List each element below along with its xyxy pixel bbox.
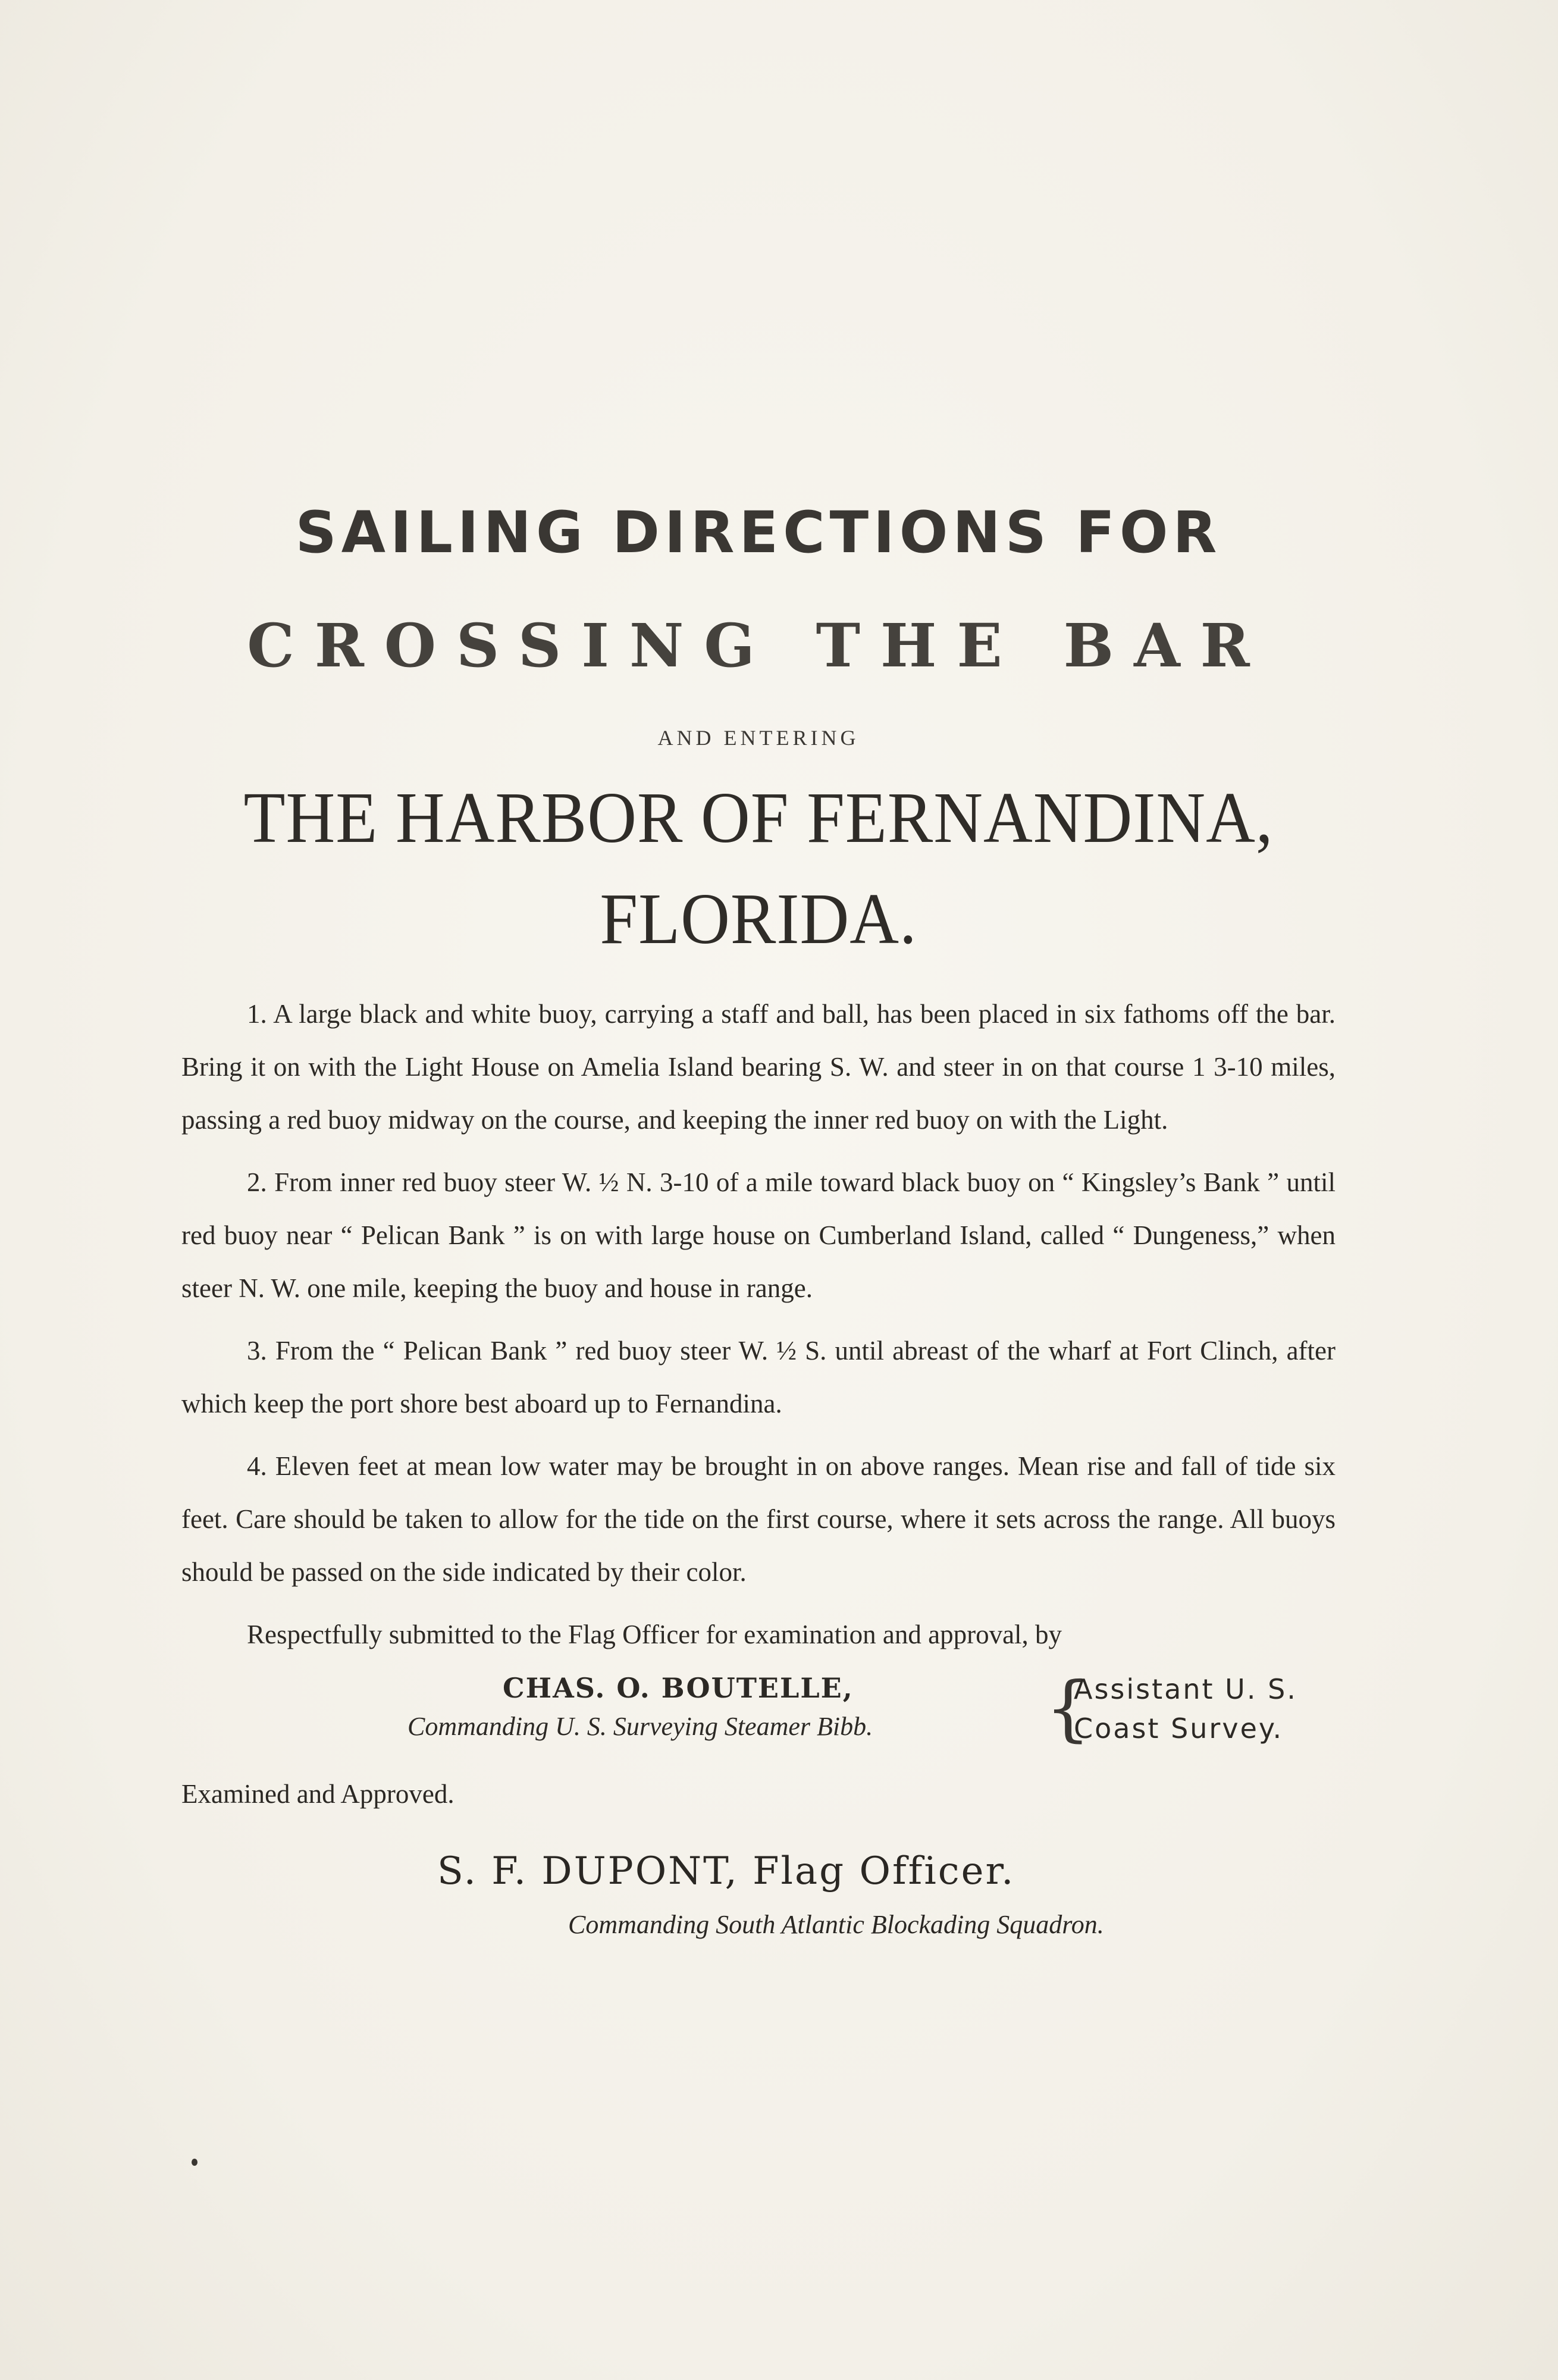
title-line-3: AND ENTERING bbox=[657, 726, 860, 750]
brace-glyph: { bbox=[1045, 1667, 1091, 1750]
document-content bbox=[181, 488, 1336, 1946]
agency-line-1: Assistant U. S. bbox=[1074, 1673, 1297, 1705]
signature-block-boutelle bbox=[181, 1667, 1336, 1755]
examined-line: Examined and Approved. bbox=[181, 1779, 454, 1809]
signer-name-dupont: S. F. DUPONT, Flag Officer. bbox=[437, 1849, 1015, 1893]
paragraph-2: 2. From inner red buoy steer W. ½ N. 3-10 of a mile toward black buoy on “ Kingsley’s Bank ” until red buoy near “ Pelican Bank ” is on with large house on Cumberland Island, called “ Dungeness,” when steer N. W. one mile, keeping the buoy and house in range. bbox=[181, 1167, 1336, 1303]
ink-speck bbox=[192, 2159, 198, 2166]
signer-title-dupont: Commanding South Atlantic Blockading Squadron. bbox=[568, 1910, 1104, 1939]
signer-title-boutelle: Commanding U. S. Surveying Steamer Bibb. bbox=[407, 1712, 873, 1741]
title-line-1: SAILING DIRECTIONS FOR bbox=[295, 499, 1222, 566]
paragraph-4: 4. Eleven feet at mean low water may be brought in on above ranges. Mean rise and fall of tide six feet. Care should be taken to allow for the tide on the first course, where it sets across the range. All buoys should be passed on the side indicated by their color. bbox=[181, 1451, 1336, 1587]
paragraph-1: 1. A large black and white buoy, carrying a staff and ball, has been placed in six fathoms off the bar. Bring it on with the Light House on Amelia Island bearing S. W. and steer in on that course 1 3-10 miles, passing a red buoy midway on the course, and keeping the inner red buoy on with the Light. bbox=[181, 999, 1336, 1135]
agency-line-2: Coast Survey. bbox=[1074, 1712, 1284, 1745]
signer-name-boutelle: CHAS. O. BOUTELLE, bbox=[503, 1672, 854, 1704]
title-line-2: CROSSING THE BAR bbox=[247, 610, 1270, 681]
paragraph-3: 3. From the “ Pelican Bank ” red buoy steer W. ½ S. until abreast of the wharf at Fort Clinch, after which keep the port shore best aboard up to Fernandina. bbox=[181, 1336, 1336, 1418]
submission-line: Respectfully submitted to the Flag Officer for examination and approval, by bbox=[247, 1620, 1062, 1649]
title-line-4: THE HARBOR OF FERNANDINA, FLORIDA. bbox=[243, 778, 1274, 959]
